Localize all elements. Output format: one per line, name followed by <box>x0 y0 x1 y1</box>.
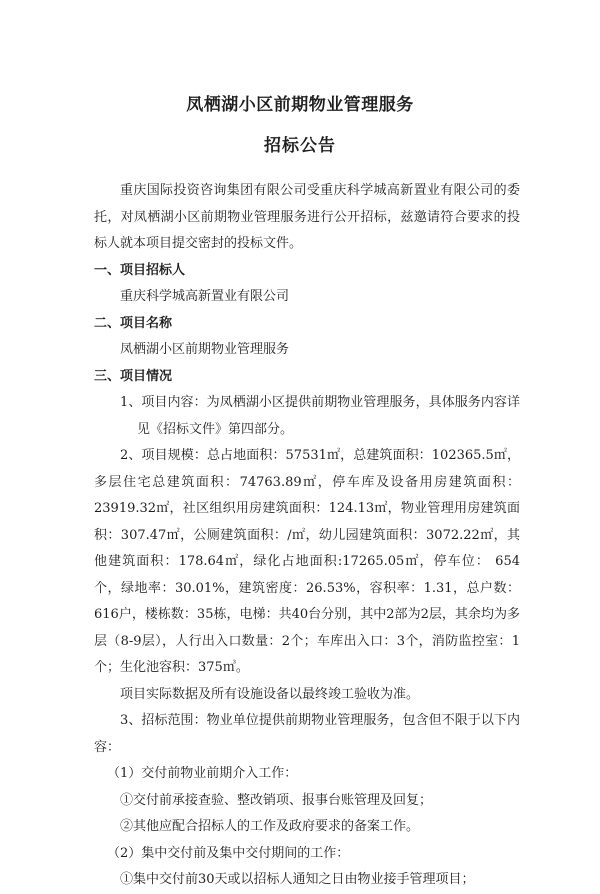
project-name: 凤栖湖小区前期物业管理服务 <box>120 342 290 357</box>
sub-item-pre-delivery: （1）交付前物业前期介入工作： <box>107 766 298 781</box>
item-tender-scope: 3、招标范围：物业单位提供前期物业管理服务，包含但不限于以下内容： <box>94 713 520 755</box>
sub-item-pre-delivery-b: ②其他应配合招标人的工作及政府要求的备案工作。 <box>120 819 420 834</box>
document-body <box>94 178 520 894</box>
document-subtitle: 招标公告 <box>264 136 336 156</box>
tenderer-name: 重庆科学城高新置业有限公司 <box>120 289 290 304</box>
sub-item-delivery-period-a: ①集中交付前30天或以招标人通知之日由物业接手管理项目； <box>120 872 475 887</box>
section-heading-project-info: 三、项目情况 <box>94 368 173 384</box>
item-scale-note: 项目实际数据及所有设施设备以最终竣工验收为准。 <box>120 686 420 702</box>
intro-paragraph: 重庆国际投资咨询集团有限公司受重庆科学城高新置业有限公司的委托，对凤栖湖小区前期物业管理服务进行公开招标，兹邀请符合要求的投标人就本项目提交密封的投标文件。 <box>94 183 520 251</box>
item-project-content: 1、项目内容：为凤栖湖小区提供前期物业管理服务，具体服务内容详见《招标文件》第四部分。 <box>120 395 520 437</box>
sub-item-delivery-period: （2）集中交付前及集中交付期间的工作： <box>107 845 350 861</box>
item-project-scale: 2、项目规模：总占地面积：57531㎡，总建筑面积：102365.5㎡，多层住宅总建筑面积：74763.89㎡，停车库及设备用房建筑面积：23919.32㎡，社区组织用房建筑面积：124.13㎡，物业管理用房建筑面积：307.47㎡，公厕建筑面积：/㎡，幼儿园建筑面积：3072.22㎡，其他建筑面积：178.64㎡，绿化占地面积:17265.05㎡，停车位： 654个，绿地率：30.01%，建筑密度：26.53%，容积率：1.31，总户数：616户，楼栋数：35栋，电梯：共40台分别，其中2部为2层，其余均为多层（8-9层），人行出入口数量：2个；车库出入口：3个，消防监控室：1个；生化池容积：375㎥。 <box>94 448 520 675</box>
document-title: 凤栖湖小区前期物业管理服务 <box>186 95 414 115</box>
sub-item-pre-delivery-a: ①交付前承接查验、整改销项、报事台账管理及回复； <box>120 792 433 808</box>
section-heading-tenderer: 一、项目招标人 <box>94 262 186 278</box>
section-heading-project-name: 二、项目名称 <box>94 315 173 331</box>
